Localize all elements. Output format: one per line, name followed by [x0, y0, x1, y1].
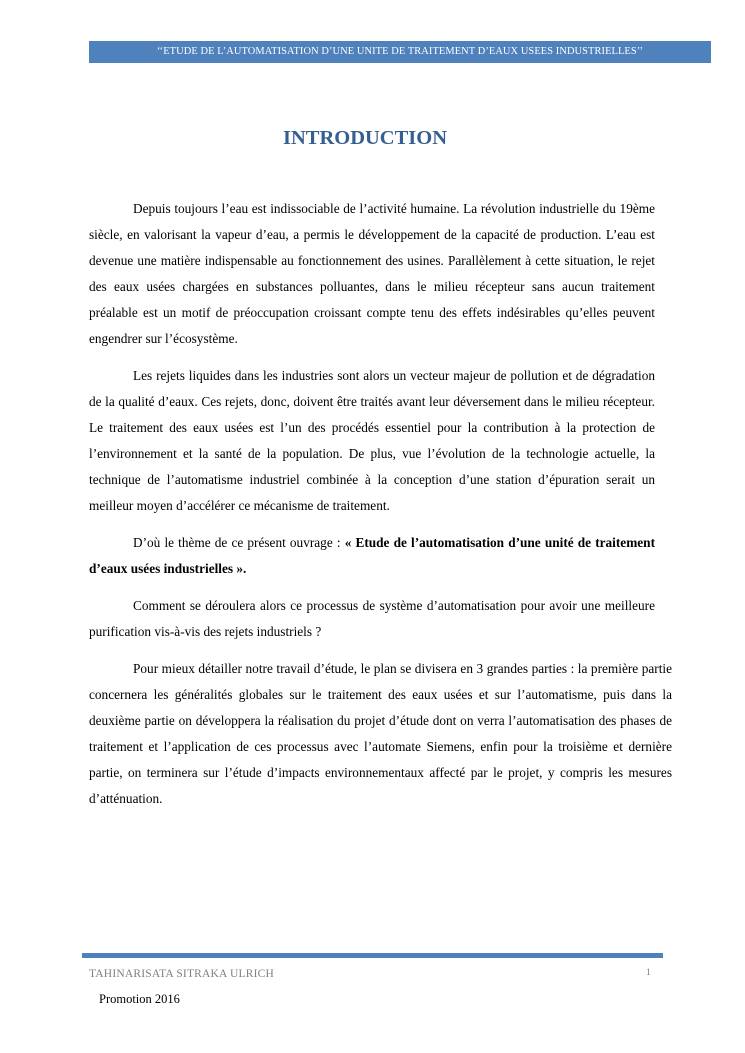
paragraph-question: Comment se déroulera alors ce processus de système d’automatisation pour avoir une meilleure purification vis-à-vis des rejets industriels ? [89, 598, 655, 639]
paragraph-intro: Depuis toujours l’eau est indissociable de l’activité humaine. La révolution industrielle du 19ème siècle, en valorisant la vapeur d’eau, a permis le développement de la capacité de production. L’eau est devenue une matière indispensable au fonctionnement des usines. Parallèlement à cette situation, le rejet des eaux usées chargées en substances polluantes, dans le milieu récepteur sans aucun traitement préalable est un motif de préoccupation croissant compte tenu des effets indésirables qu’elles peuvent engendrer sur l’écosystème. [89, 201, 655, 346]
paragraph-plan: Pour mieux détailler notre travail d’étude, le plan se divisera en 3 grandes parties : la première partie concernera les généralités globales sur le traitement des eaux usées et sur l’automatisme, puis dans la deuxième partie on développera la réalisation du projet d’étude dont on verra l’automatisation des phases de traitement et l’application de ces processus avec l’automate Siemens, enfin pour la troisième et dernière partie, on terminera sur l’étude d’impacts environnementaux affecté par le projet, y compris les mesures d’atténuation. [89, 661, 672, 806]
running-header-title: ‘‘ETUDE DE L’AUTOMATISATION D’UNE UNITE DE TRAITEMENT D’EAUX USEES INDUSTRIELLES’’ [156, 46, 644, 57]
footer-promotion: Promotion 2016 [99, 992, 180, 1006]
page-number: 1 [646, 968, 651, 978]
footer-divider [82, 953, 663, 958]
footer-author: TAHINARISATA SITRAKA ULRICH [89, 968, 275, 980]
theme-title: « Etude de l’automatisation d’une unité de traitement d’eaux usées industrielles ». [89, 535, 655, 576]
document-body [89, 196, 672, 823]
running-header [89, 41, 711, 63]
theme-lead: D’où le thème de ce présent ouvrage : [133, 535, 345, 550]
paragraph-rejets: Les rejets liquides dans les industries sont alors un vecteur majeur de pollution et de dégradation de la qualité d’eaux. Ces rejets, donc, doivent être traités avant leur déversement dans le milieu récepteur. Le traitement des eaux usées est l’un des procédés essentiel pour la contribution à la protection de l’environnement et la santé de la population. De plus, vue l’évolution de la technologie actuelle, la technique de l’automatisme industriel combinée à la conception d’une station d’épuration serait un meilleur moyen d’accélérer ce mécanisme de traitement. [89, 368, 655, 513]
paragraph-theme [89, 530, 655, 582]
page-title: INTRODUCTION [282, 127, 448, 149]
